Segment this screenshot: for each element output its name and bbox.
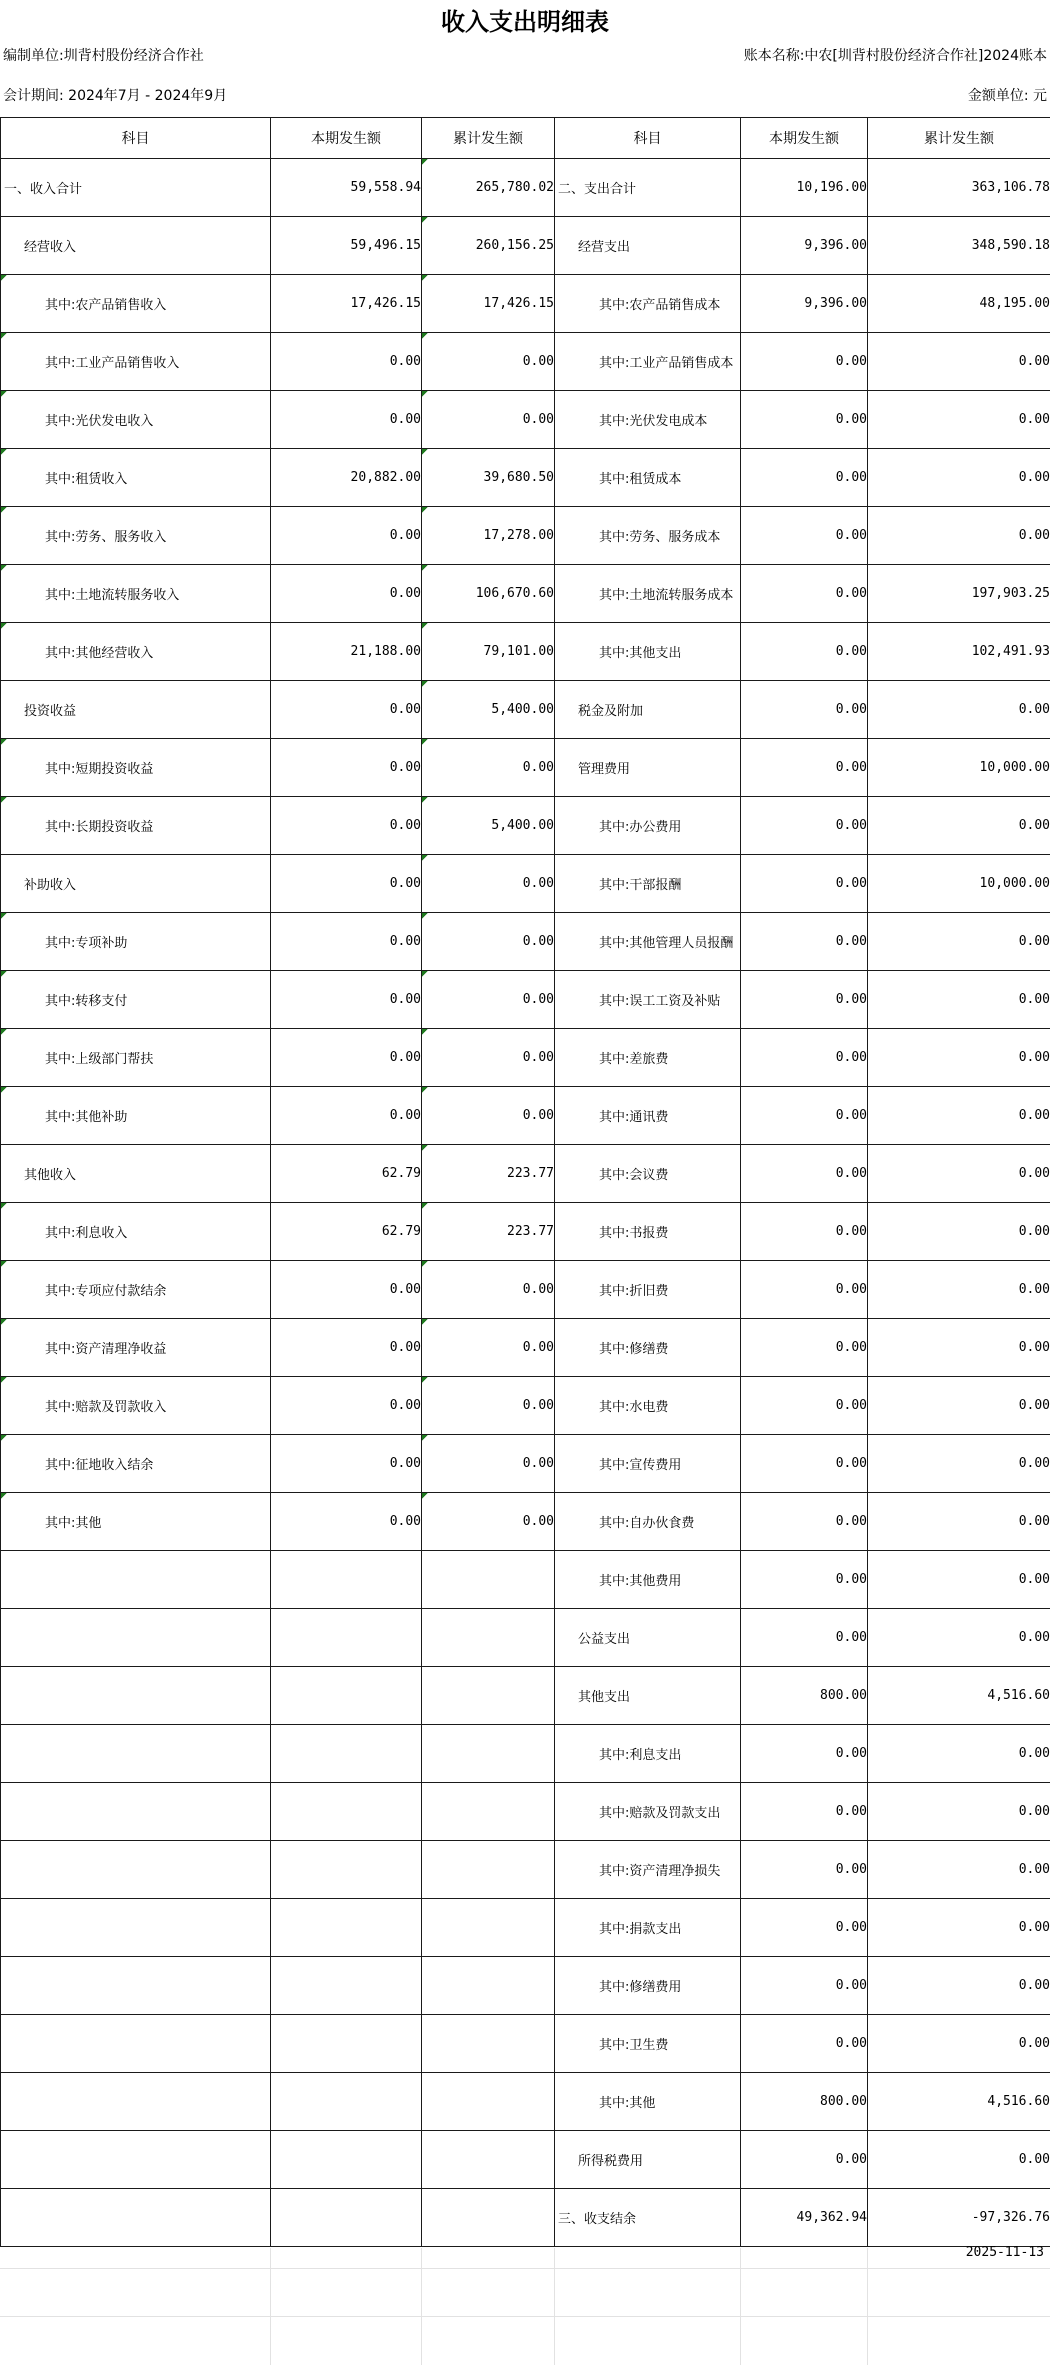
left-cumulative-amount: 0.00 — [422, 1435, 555, 1493]
income-expense-table — [0, 117, 1050, 2247]
table-row — [1, 913, 1050, 971]
left-item-label: 补助收入 — [1, 855, 271, 913]
compiling-unit: 编制单位:圳背村股份经济合作社 — [3, 48, 204, 64]
right-item-label: 其中:利息支出 — [555, 1725, 741, 1783]
left-current-amount: 0.00 — [271, 797, 422, 855]
right-item-label: 税金及附加 — [555, 681, 741, 739]
left-cumulative-amount — [422, 1609, 555, 1667]
empty-grid-line — [867, 2248, 868, 2365]
left-cumulative-amount — [422, 1551, 555, 1609]
left-current-amount — [271, 1899, 422, 1957]
left-cumulative-amount: 79,101.00 — [422, 623, 555, 681]
right-cumulative-amount: 0.00 — [868, 1493, 1050, 1551]
left-item-label: 其中:其他 — [1, 1493, 271, 1551]
right-cumulative-amount: 0.00 — [868, 971, 1050, 1029]
table-row — [1, 2015, 1050, 2073]
right-cumulative-amount: 348,590.18 — [868, 217, 1050, 275]
right-item-label: 其中:其他管理人员报酬 — [555, 913, 741, 971]
header-left-cumulative: 累计发生额 — [422, 118, 555, 159]
left-item-label — [1, 1841, 271, 1899]
left-cumulative-amount — [422, 1725, 555, 1783]
right-current-amount: 800.00 — [741, 2073, 868, 2131]
right-item-label: 其中:办公费用 — [555, 797, 741, 855]
table-row — [1, 739, 1050, 797]
right-current-amount: 9,396.00 — [741, 275, 868, 333]
right-cumulative-amount: 0.00 — [868, 1145, 1050, 1203]
left-item-label: 其中:上级部门帮扶 — [1, 1029, 271, 1087]
left-cumulative-amount: 17,278.00 — [422, 507, 555, 565]
left-current-amount — [271, 2015, 422, 2073]
right-current-amount: 10,196.00 — [741, 159, 868, 217]
right-item-label: 其中:误工工资及补贴 — [555, 971, 741, 1029]
left-current-amount: 21,188.00 — [271, 623, 422, 681]
left-cumulative-amount: 0.00 — [422, 391, 555, 449]
right-cumulative-amount: 0.00 — [868, 1551, 1050, 1609]
right-item-label: 其中:宣传费用 — [555, 1435, 741, 1493]
right-current-amount: 0.00 — [741, 913, 868, 971]
left-item-label: 其中:土地流转服务收入 — [1, 565, 271, 623]
right-current-amount: 0.00 — [741, 1493, 868, 1551]
table-row — [1, 797, 1050, 855]
left-item-label — [1, 2189, 271, 2247]
header-left-current: 本期发生额 — [271, 118, 422, 159]
right-current-amount: 0.00 — [741, 971, 868, 1029]
table-row — [1, 2189, 1050, 2247]
right-item-label: 经营支出 — [555, 217, 741, 275]
table-row — [1, 159, 1050, 217]
left-current-amount: 0.00 — [271, 855, 422, 913]
right-current-amount: 0.00 — [741, 1261, 868, 1319]
right-item-label: 其中:赔款及罚款支出 — [555, 1783, 741, 1841]
left-current-amount: 0.00 — [271, 1435, 422, 1493]
left-item-label: 其中:转移支付 — [1, 971, 271, 1029]
right-item-label: 其中:工业产品销售成本 — [555, 333, 741, 391]
left-current-amount: 0.00 — [271, 565, 422, 623]
left-cumulative-amount: 39,680.50 — [422, 449, 555, 507]
right-item-label: 其中:通讯费 — [555, 1087, 741, 1145]
right-current-amount: 0.00 — [741, 855, 868, 913]
right-item-label: 其中:差旅费 — [555, 1029, 741, 1087]
left-item-label: 其中:赔款及罚款收入 — [1, 1377, 271, 1435]
right-cumulative-amount: 0.00 — [868, 1203, 1050, 1261]
right-item-label: 其中:其他费用 — [555, 1551, 741, 1609]
left-cumulative-amount — [422, 1667, 555, 1725]
right-cumulative-amount: 0.00 — [868, 449, 1050, 507]
left-current-amount: 0.00 — [271, 1493, 422, 1551]
left-current-amount: 0.00 — [271, 333, 422, 391]
right-cumulative-amount: 0.00 — [868, 1725, 1050, 1783]
left-cumulative-amount: 0.00 — [422, 1029, 555, 1087]
left-current-amount: 0.00 — [271, 1377, 422, 1435]
table-row — [1, 1493, 1050, 1551]
right-item-label: 其中:会议费 — [555, 1145, 741, 1203]
left-current-amount — [271, 1957, 422, 2015]
right-cumulative-amount: 0.00 — [868, 1319, 1050, 1377]
right-cumulative-amount: 0.00 — [868, 2131, 1050, 2189]
right-current-amount: 49,362.94 — [741, 2189, 868, 2247]
right-item-label: 其中:土地流转服务成本 — [555, 565, 741, 623]
right-current-amount: 0.00 — [741, 1899, 868, 1957]
left-cumulative-amount: 223.77 — [422, 1203, 555, 1261]
table-row — [1, 1145, 1050, 1203]
right-item-label: 其中:其他 — [555, 2073, 741, 2131]
left-current-amount: 0.00 — [271, 1261, 422, 1319]
left-current-amount: 0.00 — [271, 681, 422, 739]
table-row — [1, 565, 1050, 623]
left-item-label: 其中:工业产品销售收入 — [1, 333, 271, 391]
left-item-label: 其中:光伏发电收入 — [1, 391, 271, 449]
left-cumulative-amount: 0.00 — [422, 971, 555, 1029]
right-current-amount: 0.00 — [741, 449, 868, 507]
right-item-label: 其中:自办伙食费 — [555, 1493, 741, 1551]
right-current-amount: 0.00 — [741, 507, 868, 565]
table-header-row — [1, 118, 1050, 159]
left-cumulative-amount — [422, 2131, 555, 2189]
table-row — [1, 1203, 1050, 1261]
left-item-label: 其中:征地收入结余 — [1, 1435, 271, 1493]
left-cumulative-amount — [422, 2015, 555, 2073]
left-current-amount: 0.00 — [271, 391, 422, 449]
right-current-amount: 800.00 — [741, 1667, 868, 1725]
left-item-label — [1, 1551, 271, 1609]
accounting-period: 会计期间: 2024年7月 - 2024年9月 — [3, 88, 228, 104]
left-item-label — [1, 1783, 271, 1841]
currency-unit: 金额单位: 元 — [967, 88, 1047, 104]
left-cumulative-amount: 0.00 — [422, 739, 555, 797]
right-current-amount: 0.00 — [741, 1783, 868, 1841]
right-item-label: 其中:卫生费 — [555, 2015, 741, 2073]
left-cumulative-amount — [422, 2189, 555, 2247]
table-row — [1, 855, 1050, 913]
right-current-amount: 0.00 — [741, 565, 868, 623]
left-item-label — [1, 1609, 271, 1667]
right-item-label: 其中:修缮费用 — [555, 1957, 741, 2015]
table-row — [1, 681, 1050, 739]
left-cumulative-amount: 5,400.00 — [422, 681, 555, 739]
left-item-label: 经营收入 — [1, 217, 271, 275]
left-current-amount: 0.00 — [271, 1029, 422, 1087]
right-current-amount: 0.00 — [741, 623, 868, 681]
right-cumulative-amount: 0.00 — [868, 1783, 1050, 1841]
left-current-amount: 0.00 — [271, 913, 422, 971]
left-cumulative-amount: 0.00 — [422, 1087, 555, 1145]
right-current-amount: 0.00 — [741, 333, 868, 391]
right-current-amount: 0.00 — [741, 1841, 868, 1899]
right-item-label: 其中:修缮费 — [555, 1319, 741, 1377]
left-item-label: 其中:劳务、服务收入 — [1, 507, 271, 565]
right-item-label: 公益支出 — [555, 1609, 741, 1667]
left-current-amount: 0.00 — [271, 739, 422, 797]
table-row — [1, 1725, 1050, 1783]
left-cumulative-amount: 0.00 — [422, 913, 555, 971]
right-cumulative-amount: 363,106.78 — [868, 159, 1050, 217]
table-row — [1, 391, 1050, 449]
table-row — [1, 1957, 1050, 2015]
empty-grid-line — [740, 2248, 741, 2365]
right-item-label: 其中:书报费 — [555, 1203, 741, 1261]
left-cumulative-amount: 5,400.00 — [422, 797, 555, 855]
left-current-amount — [271, 1609, 422, 1667]
right-current-amount: 0.00 — [741, 1957, 868, 2015]
right-current-amount: 0.00 — [741, 681, 868, 739]
right-current-amount: 0.00 — [741, 1435, 868, 1493]
left-item-label: 其中:其他补助 — [1, 1087, 271, 1145]
right-cumulative-amount: 0.00 — [868, 1087, 1050, 1145]
left-item-label — [1, 1725, 271, 1783]
right-current-amount: 0.00 — [741, 1203, 868, 1261]
header-right-current: 本期发生额 — [741, 118, 868, 159]
table-row — [1, 1261, 1050, 1319]
right-cumulative-amount: 48,195.00 — [868, 275, 1050, 333]
left-cumulative-amount: 17,426.15 — [422, 275, 555, 333]
right-cumulative-amount: 0.00 — [868, 333, 1050, 391]
left-item-label: 其中:专项应付款结余 — [1, 1261, 271, 1319]
right-cumulative-amount: 0.00 — [868, 1261, 1050, 1319]
right-item-label: 管理费用 — [555, 739, 741, 797]
right-current-amount: 0.00 — [741, 739, 868, 797]
right-item-label: 其中:其他支出 — [555, 623, 741, 681]
left-item-label: 其中:资产清理净收益 — [1, 1319, 271, 1377]
right-cumulative-amount: 10,000.00 — [868, 855, 1050, 913]
left-item-label — [1, 1957, 271, 2015]
table-row — [1, 1899, 1050, 1957]
right-item-label: 其中:资产清理净损失 — [555, 1841, 741, 1899]
empty-grid-line — [0, 2268, 1050, 2269]
left-item-label — [1, 2015, 271, 2073]
account-book-name: 账本名称:中农[圳背村股份经济合作社]2024账本 — [743, 48, 1047, 64]
left-current-amount: 59,558.94 — [271, 159, 422, 217]
right-cumulative-amount: 0.00 — [868, 1435, 1050, 1493]
right-current-amount: 0.00 — [741, 1725, 868, 1783]
left-current-amount — [271, 1841, 422, 1899]
right-item-label: 其他支出 — [555, 1667, 741, 1725]
table-row — [1, 1377, 1050, 1435]
right-cumulative-amount: 0.00 — [868, 1377, 1050, 1435]
right-cumulative-amount: 0.00 — [868, 2015, 1050, 2073]
right-cumulative-amount: -97,326.76 — [868, 2189, 1050, 2247]
left-item-label: 其中:专项补助 — [1, 913, 271, 971]
left-cumulative-amount: 0.00 — [422, 1493, 555, 1551]
right-cumulative-amount: 0.00 — [868, 681, 1050, 739]
left-current-amount — [271, 2189, 422, 2247]
left-cumulative-amount — [422, 1957, 555, 2015]
right-item-label: 其中:干部报酬 — [555, 855, 741, 913]
left-current-amount: 62.79 — [271, 1203, 422, 1261]
right-item-label: 其中:水电费 — [555, 1377, 741, 1435]
table-row — [1, 217, 1050, 275]
right-current-amount: 0.00 — [741, 2015, 868, 2073]
left-current-amount — [271, 2131, 422, 2189]
empty-grid-line — [0, 2316, 1050, 2317]
right-item-label: 其中:租赁成本 — [555, 449, 741, 507]
right-cumulative-amount: 4,516.60 — [868, 2073, 1050, 2131]
right-cumulative-amount: 10,000.00 — [868, 739, 1050, 797]
empty-grid-line — [554, 2248, 555, 2365]
right-current-amount: 9,396.00 — [741, 217, 868, 275]
right-current-amount: 0.00 — [741, 1319, 868, 1377]
left-current-amount: 0.00 — [271, 507, 422, 565]
table-row — [1, 1029, 1050, 1087]
right-item-label: 所得税费用 — [555, 2131, 741, 2189]
table-row — [1, 1551, 1050, 1609]
right-item-label: 其中:捐款支出 — [555, 1899, 741, 1957]
left-item-label — [1, 1899, 271, 1957]
left-current-amount — [271, 1783, 422, 1841]
left-current-amount: 0.00 — [271, 971, 422, 1029]
right-cumulative-amount: 4,516.60 — [868, 1667, 1050, 1725]
left-item-label: 一、收入合计 — [1, 159, 271, 217]
right-cumulative-amount: 0.00 — [868, 391, 1050, 449]
left-item-label — [1, 1667, 271, 1725]
right-item-label: 三、收支结余 — [555, 2189, 741, 2247]
left-current-amount: 0.00 — [271, 1087, 422, 1145]
table-row — [1, 971, 1050, 1029]
report-title: 收入支出明细表 — [441, 8, 609, 36]
left-cumulative-amount: 0.00 — [422, 1377, 555, 1435]
table-row — [1, 1319, 1050, 1377]
right-current-amount: 0.00 — [741, 1551, 868, 1609]
right-cumulative-amount: 0.00 — [868, 1899, 1050, 1957]
right-cumulative-amount: 0.00 — [868, 1841, 1050, 1899]
left-current-amount: 59,496.15 — [271, 217, 422, 275]
left-item-label: 其中:长期投资收益 — [1, 797, 271, 855]
table-row — [1, 449, 1050, 507]
left-cumulative-amount: 106,670.60 — [422, 565, 555, 623]
header-left-item: 科目 — [1, 118, 271, 159]
table-row — [1, 1435, 1050, 1493]
header-right-item: 科目 — [555, 118, 741, 159]
left-cumulative-amount: 260,156.25 — [422, 217, 555, 275]
left-item-label: 其中:农产品销售收入 — [1, 275, 271, 333]
table-row — [1, 507, 1050, 565]
table-row — [1, 1667, 1050, 1725]
left-cumulative-amount — [422, 1841, 555, 1899]
left-current-amount — [271, 1551, 422, 1609]
right-cumulative-amount: 197,903.25 — [868, 565, 1050, 623]
left-cumulative-amount: 0.00 — [422, 1319, 555, 1377]
left-current-amount — [271, 2073, 422, 2131]
left-current-amount: 62.79 — [271, 1145, 422, 1203]
left-item-label: 其中:其他经营收入 — [1, 623, 271, 681]
left-cumulative-amount: 0.00 — [422, 855, 555, 913]
left-current-amount — [271, 1667, 422, 1725]
right-item-label: 其中:折旧费 — [555, 1261, 741, 1319]
right-current-amount: 0.00 — [741, 1377, 868, 1435]
left-cumulative-amount — [422, 1783, 555, 1841]
right-item-label: 其中:光伏发电成本 — [555, 391, 741, 449]
right-cumulative-amount: 0.00 — [868, 507, 1050, 565]
left-current-amount: 17,426.15 — [271, 275, 422, 333]
right-item-label: 其中:劳务、服务成本 — [555, 507, 741, 565]
right-item-label: 其中:农产品销售成本 — [555, 275, 741, 333]
right-current-amount: 0.00 — [741, 797, 868, 855]
table-row — [1, 2131, 1050, 2189]
left-item-label: 其中:利息收入 — [1, 1203, 271, 1261]
left-item-label: 投资收益 — [1, 681, 271, 739]
left-item-label — [1, 2131, 271, 2189]
right-cumulative-amount: 0.00 — [868, 1957, 1050, 2015]
right-current-amount: 0.00 — [741, 2131, 868, 2189]
empty-grid-line — [421, 2248, 422, 2365]
right-current-amount: 0.00 — [741, 1145, 868, 1203]
left-item-label — [1, 2073, 271, 2131]
left-item-label: 其中:租赁收入 — [1, 449, 271, 507]
left-current-amount — [271, 1725, 422, 1783]
right-cumulative-amount: 0.00 — [868, 1029, 1050, 1087]
left-cumulative-amount: 223.77 — [422, 1145, 555, 1203]
right-cumulative-amount: 0.00 — [868, 797, 1050, 855]
left-cumulative-amount — [422, 1899, 555, 1957]
right-current-amount: 0.00 — [741, 1609, 868, 1667]
print-date: 2025-11-13 — [965, 2245, 1044, 2260]
right-current-amount: 0.00 — [741, 391, 868, 449]
header-right-cumulative: 累计发生额 — [868, 118, 1050, 159]
left-current-amount: 20,882.00 — [271, 449, 422, 507]
table-row — [1, 1783, 1050, 1841]
table-row — [1, 2073, 1050, 2131]
table-row — [1, 275, 1050, 333]
right-cumulative-amount: 0.00 — [868, 913, 1050, 971]
left-item-label: 其中:短期投资收益 — [1, 739, 271, 797]
table-row — [1, 1087, 1050, 1145]
right-item-label: 二、支出合计 — [555, 159, 741, 217]
left-cumulative-amount: 0.00 — [422, 333, 555, 391]
table-row — [1, 333, 1050, 391]
right-current-amount: 0.00 — [741, 1087, 868, 1145]
right-cumulative-amount: 0.00 — [868, 1609, 1050, 1667]
left-cumulative-amount: 0.00 — [422, 1261, 555, 1319]
right-cumulative-amount: 102,491.93 — [868, 623, 1050, 681]
left-cumulative-amount: 265,780.02 — [422, 159, 555, 217]
left-current-amount: 0.00 — [271, 1319, 422, 1377]
table-row — [1, 1841, 1050, 1899]
table-row — [1, 623, 1050, 681]
left-item-label: 其他收入 — [1, 1145, 271, 1203]
empty-grid-line — [270, 2248, 271, 2365]
right-current-amount: 0.00 — [741, 1029, 868, 1087]
table-row — [1, 1609, 1050, 1667]
left-cumulative-amount — [422, 2073, 555, 2131]
